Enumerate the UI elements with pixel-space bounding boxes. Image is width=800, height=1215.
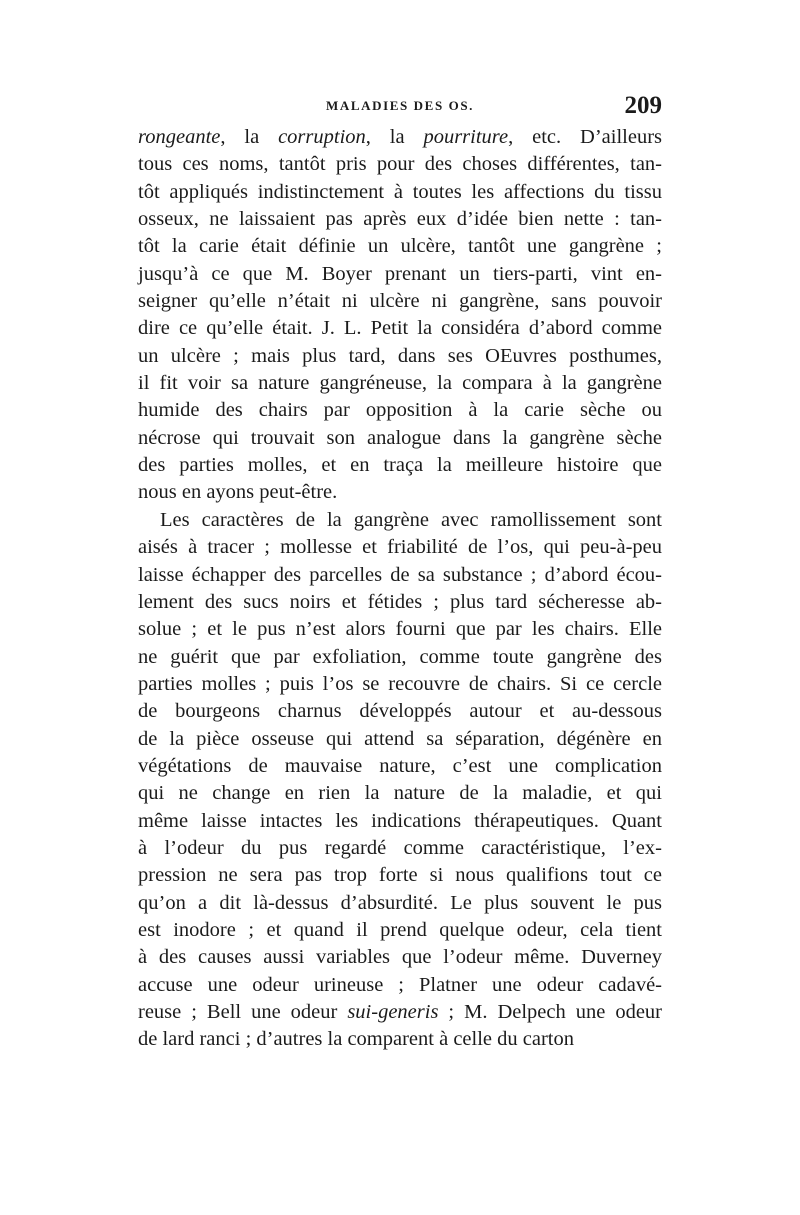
italic-text: sui-generis (347, 1001, 439, 1023)
text-line (138, 726, 662, 753)
text-run: à l’odeur du pus regardé comme caractéristique, l’ex- (138, 836, 662, 859)
italic-text: rongeante (138, 126, 221, 148)
text-run: solue ; et le pus n’est alors fourni que par les chairs. Elle (138, 618, 662, 641)
text-run: nous en ayons peut-être. (138, 481, 338, 504)
text-run: Les caractères de la gangrène avec ramollissement sont (160, 508, 662, 531)
text-run: pression ne sera pas trop forte si nous qualifions tout ce (138, 864, 662, 887)
text-run: de bourgeons charnus développés autour et au-dessous (138, 700, 662, 723)
body-text (138, 124, 662, 1054)
page-number: 209 (624, 92, 662, 119)
text-run: lement des sucs noirs et fétides ; plus tard sécheresse ab- (138, 590, 662, 613)
text-run: qu’on a dit là-dessus d’absurdité. Le plus souvent le pus (138, 891, 662, 914)
text-run: dire ce qu’elle était. J. L. Petit la considéra d’abord comme (138, 317, 662, 340)
text-line (138, 507, 662, 534)
text-run: parties molles ; puis l’os se recouvre de chairs. Si ce cercle (138, 672, 662, 695)
text-line (138, 753, 662, 780)
text-line (138, 425, 662, 452)
text-run: de lard ranci ; d’autres la comparent à celle du carton (138, 1028, 574, 1051)
text-run: un ulcère ; mais plus tard, dans ses OEuvres posthumes, (138, 344, 662, 367)
text-run: de la pièce osseuse qui attend sa séparation, dégénère en (138, 727, 662, 750)
text-line (138, 151, 662, 178)
text-line (138, 479, 662, 506)
text-line (138, 261, 662, 288)
text-line (138, 452, 662, 479)
text-run: nécrose qui trouvait son analogue dans la gangrène sèche (138, 426, 662, 449)
text-line (138, 534, 662, 561)
text-run: tôt la carie était définie un ulcère, tantôt une gangrène ; (138, 235, 662, 258)
text-line (138, 808, 662, 835)
text-run: tôt appliqués indistinctement à toutes les affections du tissu (138, 180, 662, 203)
text-line (138, 124, 662, 151)
page-header (138, 92, 662, 122)
text-line (138, 206, 662, 233)
text-line (138, 616, 662, 643)
text-run: aisés à tracer ; mollesse et friabilité de l’os, qui peu-à-peu (138, 536, 662, 559)
text-run: des parties molles, et en traça la meilleure histoire que (138, 454, 662, 477)
text-line (138, 972, 662, 999)
text-line (138, 179, 662, 206)
text-line (138, 917, 662, 944)
text-line (138, 288, 662, 315)
text-run: qui ne change en rien la nature de la maladie, et qui (138, 782, 662, 805)
text-line (138, 589, 662, 616)
text-run: , la (365, 126, 424, 148)
paragraph (138, 124, 662, 507)
text-run: il fit voir sa nature gangréneuse, la compara à la gangrène (138, 372, 662, 395)
text-run: végétations de mauvaise nature, c’est une complication (138, 754, 662, 777)
text-line (138, 698, 662, 725)
text-run: même laisse intactes les indications thérapeutiques. Quant (138, 809, 662, 832)
italic-text: pourriture (423, 126, 509, 148)
text-line (138, 944, 662, 971)
text-run: reuse ; Bell une odeur (138, 1001, 348, 1023)
running-head: MALADIES DES OS. (325, 98, 475, 113)
text-line (138, 233, 662, 260)
text-line (138, 862, 662, 889)
text-line (138, 644, 662, 671)
text-line (138, 343, 662, 370)
text-line (138, 890, 662, 917)
text-line (138, 780, 662, 807)
text-line (138, 999, 662, 1026)
text-run: est inodore ; et quand il prend quelque odeur, cela tient (138, 918, 662, 941)
text-line (138, 315, 662, 342)
text-line (138, 1026, 662, 1053)
text-line (138, 370, 662, 397)
text-line (138, 835, 662, 862)
text-run: jusqu’à ce que M. Boyer prenant un tiers-parti, vint en- (138, 262, 662, 285)
text-run: tous ces noms, tantôt pris pour des choses différentes, tan- (138, 153, 662, 176)
text-run: laisse échapper des parcelles de sa substance ; d’abord écou- (138, 563, 662, 586)
italic-text: corruption (278, 126, 366, 148)
text-line (138, 397, 662, 424)
text-run: accuse une odeur urineuse ; Platner une odeur cadavé- (138, 973, 662, 996)
text-line (138, 671, 662, 698)
text-run: humide des chairs par opposition à la carie sèche ou (138, 399, 662, 422)
text-run: ; M. Delpech une odeur (438, 1001, 662, 1023)
text-run: seigner qu’elle n’était ni ulcère ni gangrène, sans pouvoir (138, 290, 662, 313)
text-run: , la (220, 126, 279, 148)
text-run: osseux, ne laissaient pas après eux d’idée bien nette : tan- (138, 208, 662, 231)
text-run: , etc. D’ailleurs (508, 126, 662, 148)
text-run: à des causes aussi variables que l’odeur même. Duverney (138, 946, 662, 969)
text-line (138, 562, 662, 589)
paragraph (138, 507, 662, 1054)
text-run: ne guérit que par exfoliation, comme toute gangrène des (138, 645, 662, 668)
